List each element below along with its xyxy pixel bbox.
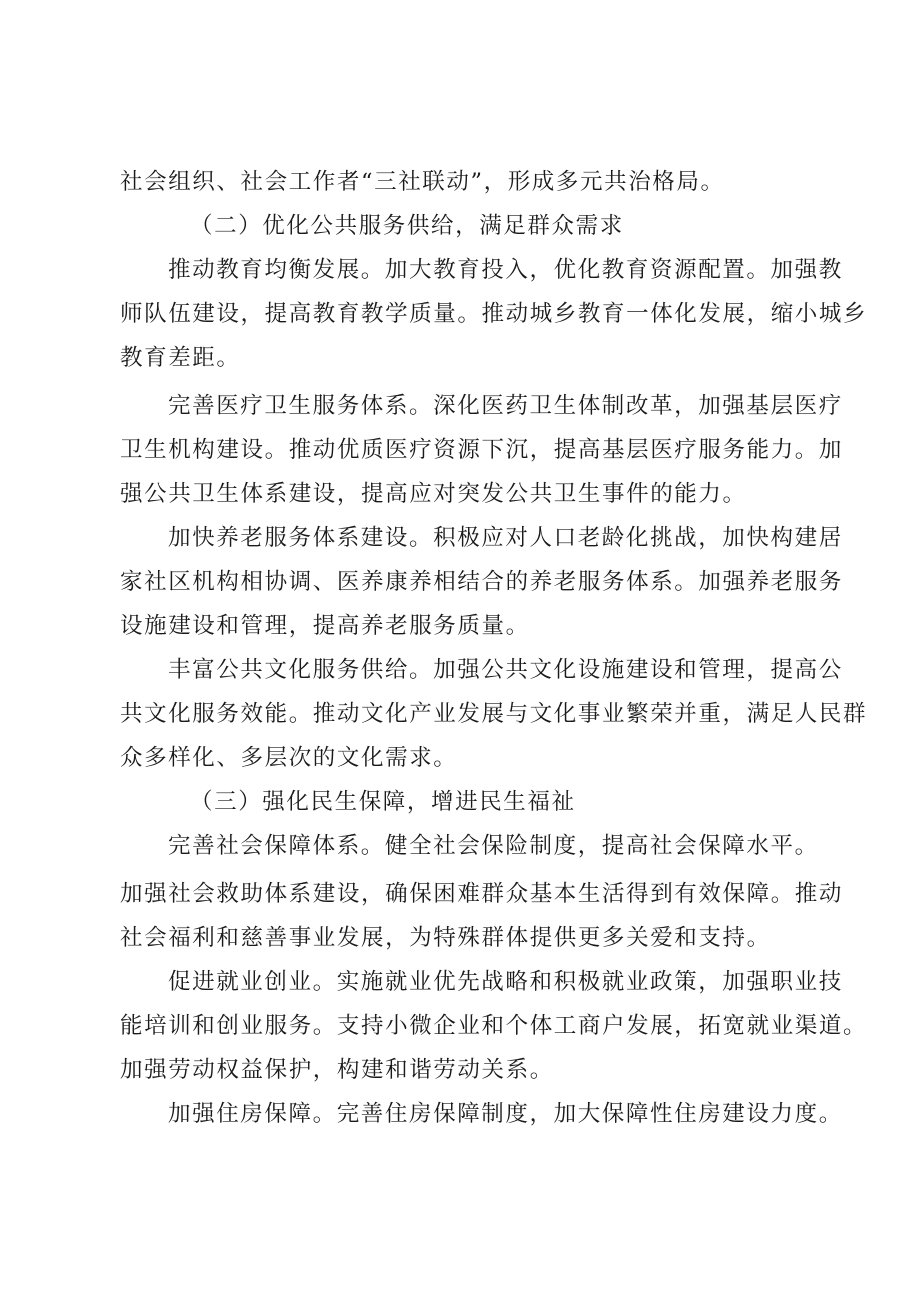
text-line: 社会组织、社会工作者“三社联动”，形成多元共治格局。 [120, 169, 725, 195]
text-line: 强公共卫生体系建设，提高应对突发公共卫生事件的能力。 [120, 481, 747, 507]
text-line: 加快养老服务体系建设。积极应对人口老龄化挑战，加快构建居 [168, 525, 843, 551]
text-line: 加强社会救助体系建设，确保困难群众基本生活得到有效保障。推动 [120, 881, 844, 907]
text-line: 家社区机构相协调、医养康养相结合的养老服务体系。加强养老服务 [120, 569, 844, 595]
text-line: 完善社会保障体系。健全社会保险制度，提高社会保障水平。 [168, 833, 819, 859]
text-line: 教育差距。 [120, 345, 241, 371]
section-heading-2: （二）优化公共服务供给，满足群众需求 [190, 213, 624, 239]
text-line: 师队伍建设，提高教育教学质量。推动城乡教育一体化发展，缩小城乡 [120, 301, 868, 327]
text-line: 众多样化、多层次的文化需求。 [120, 745, 458, 771]
text-line: 共文化服务效能。推动文化产业发展与文化事业繁荣并重，满足人民群 [120, 701, 868, 727]
text-line: 完善医疗卫生服务体系。深化医药卫生体制改革，加强基层医疗 [168, 393, 843, 419]
text-line: 加强劳动权益保护，构建和谐劳动关系。 [120, 1057, 554, 1083]
text-line: 推动教育均衡发展。加大教育投入，优化教育资源配置。加强教 [168, 257, 843, 283]
text-line: 加强住房保障。完善住房保障制度，加大保障性住房建设力度。 [168, 1101, 843, 1127]
section-heading-3: （三）强化民生保障，增进民生福祉 [190, 789, 576, 815]
text-line: 能培训和创业服务。支持小微企业和个体工商户发展，拓宽就业渠道。 [120, 1013, 868, 1039]
text-line: 促进就业创业。实施就业优先战略和积极就业政策，加强职业技 [168, 969, 843, 995]
text-line: 丰富公共文化服务供给。加强公共文化设施建设和管理，提高公 [168, 657, 843, 683]
text-line: 社会福利和慈善事业发展，为特殊群体提供更多关爱和支持。 [120, 925, 771, 951]
text-line: 设施建设和管理，提高养老服务质量。 [120, 613, 530, 639]
text-line: 卫生机构建设。推动优质医疗资源下沉，提高基层医疗服务能力。加 [120, 437, 844, 463]
